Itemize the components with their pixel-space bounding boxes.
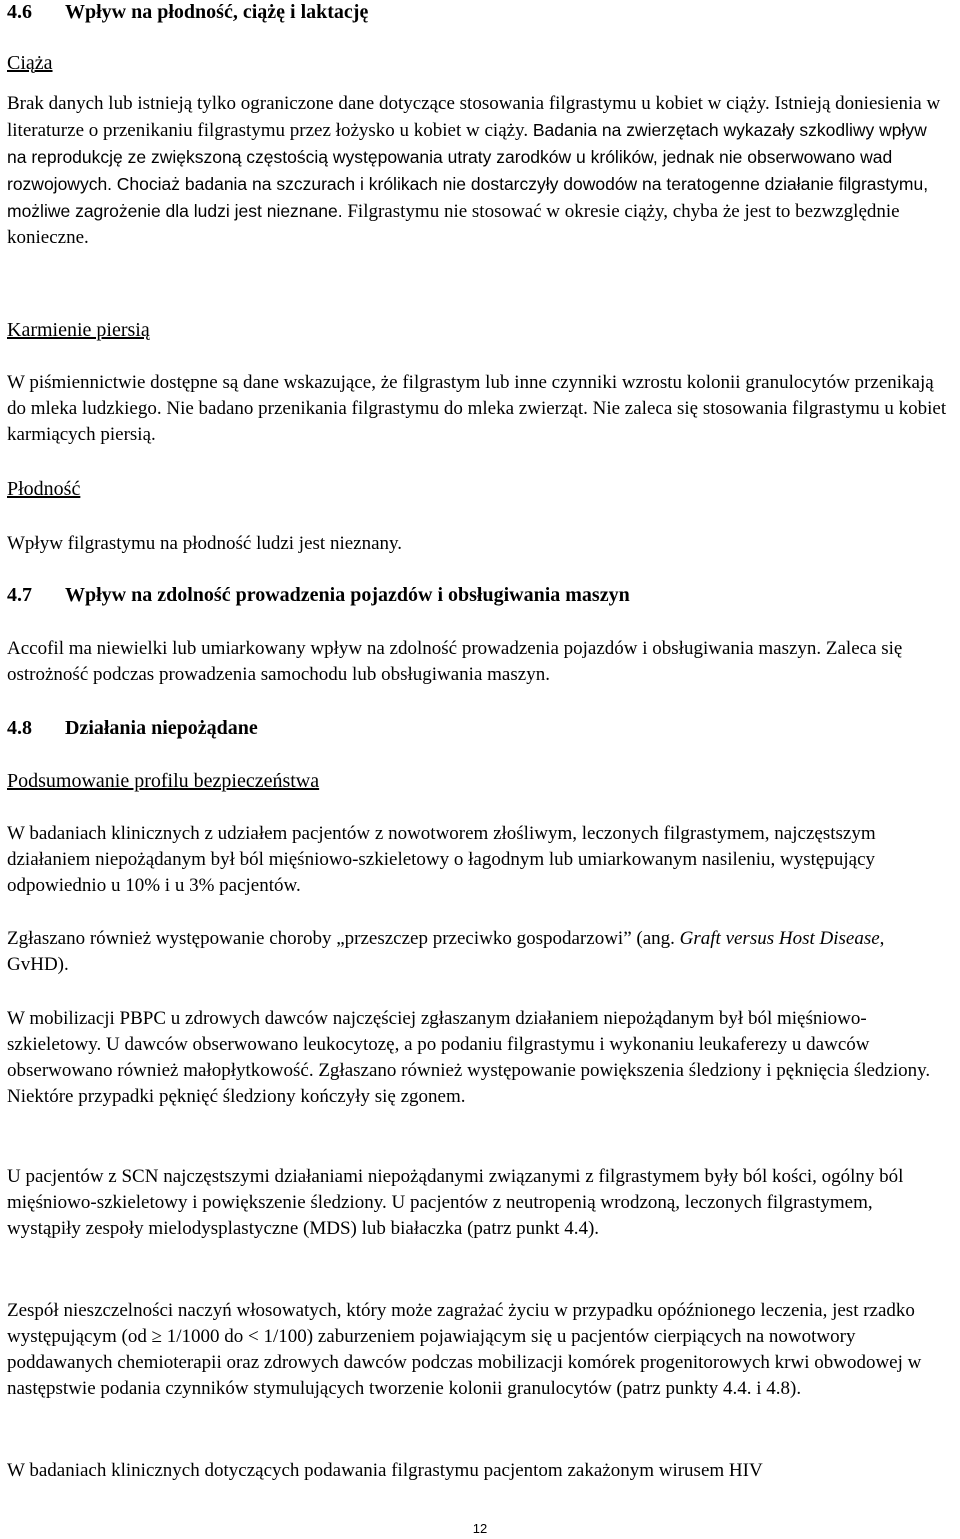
pregnancy-subheading: Ciąża [7, 52, 53, 74]
adverse-paragraph-gvhd: Zgłaszano również występowanie choroby „przeszczep przeciwko gospodarzowi” (ang. Graft versus Host Disease, GvHD). [7, 928, 885, 975]
fertility-paragraph: Wpływ filgrastymu na płodność ludzi jest nieznany. [7, 533, 403, 554]
adverse-paragraph-pbpc: W mobilizacji PBPC u zdrowych dawców najczęściej zgłaszanym działaniem niepożądanym był ból mięśniowo-szkieletowy. U dawców obserwowano leukocytozę, a po podaniu filgrastymu i wykonaniu leukaferezy u dawców obserwowano również małopłytkowość. Zgłaszano również występowanie powiększenia śledziony i pęknięcia śledziony. Niektóre przypadki pęknięć śledziony kończyły się zgonem. [7, 1008, 931, 1107]
pregnancy-text-3: Chociaż badania na szczurach i królikach nie dostarczyły dowodów na teratogenne działanie filgrastymu, możliwe zagrożenie dla ludzi jest nieznane. [7, 174, 929, 221]
gvhd-english-term: Graft versus Host Disease [679, 928, 880, 949]
section-4-7-heading [7, 583, 947, 607]
section-title: Działania niepożądane [65, 717, 258, 739]
section-4-8-heading [7, 716, 947, 740]
section-title: Wpływ na zdolność prowadzenia pojazdów i obsługiwania maszyn [65, 584, 630, 606]
section-number: 4.7 [7, 584, 32, 606]
driving-paragraph: Accofil ma niewielki lub umiarkowany wpływ na zdolność prowadzenia pojazdów i obsługiwania maszyn. Zaleca się ostrożność podczas prowadzenia samochodu lub obsługiwania maszyn. [7, 638, 903, 685]
adverse-paragraph-scn: U pacjentów z SCN najczęstszymi działaniami niepożądanymi związanymi z filgrastymem były ból kości, ogólny ból mięśniowo-szkieletowy i powiększenie śledziony. U pacjentów z neutropenią wrodzoną, leczonych filgrastymem, wystąpiły zespoły mielodysplastyczne (MDS) lub białaczka (patrz punkt 4.4). [7, 1166, 904, 1239]
section-number: 4.8 [7, 717, 32, 739]
adverse-paragraph-capillary-leak: Zespół nieszczelności naczyń włosowatych, który może zagrażać życiu w przypadku opóźnionego leczenia, jest rzadko występującym (od ≥ 1/1000 do < 1/100) zaburzeniem pojawiającym się u pacjentów cierpiących na nowotwory poddawanych chemioterapii oraz zdrowych dawców podczas mobilizacji komórek progenitorowych krwi obwodowej w następstwie podania czynników stymulujących tworzenie kolonii granulocytów (patrz punkty 4.4. i 4.8). [7, 1300, 922, 1399]
page-number: 12 [472, 1521, 488, 1536]
adverse-paragraph-1: W badaniach klinicznych z udziałem pacjentów z nowotworem złośliwym, leczonych filgrastymem, najczęstszym działaniem niepożądanym był ból mięśniowo-szkieletowy o łagodnym lub umiarkowanym nasileniu, występujący odpowiednio u 10% i u 3% pacjentów. [7, 823, 876, 896]
pregnancy-paragraph [7, 91, 947, 251]
fertility-subheading: Płodność [7, 478, 81, 500]
breastfeeding-subheading: Karmienie piersią [7, 319, 150, 341]
section-4-6-heading [7, 0, 947, 24]
section-number: 4.6 [7, 1, 32, 23]
pregnancy-text-2: Badania na zwierzętach wykazały szkodliwy wpływ na reprodukcję ze zwiększoną częstością występowania utraty zarodków u królików, jednak nie obserwowano wad rozwojowych. [7, 120, 927, 194]
safety-summary-subheading: Podsumowanie profilu bezpieczeństwa [7, 770, 320, 792]
section-title: Wpływ na płodność, ciążę i laktację [65, 1, 369, 23]
pregnancy-text-1: Brak danych lub istnieją tylko ograniczone dane dotyczące stosowania filgrastymu u kobiet w ciąży. Istnieją doniesienia w literaturze o przenikaniu filgrastymu przez łożysko u kobiet w ciąży. [7, 93, 941, 141]
adverse-paragraph-hiv: W badaniach klinicznych dotyczących podawania filgrastymu pacjentom zakażonym wirusem HIV [7, 1460, 763, 1481]
pregnancy-text-4: Filgrastymu nie stosować w okresie ciąży, chyba że jest to bezwzględnie konieczne. [7, 201, 900, 248]
breastfeeding-paragraph: W piśmiennictwie dostępne są dane wskazujące, że filgrastym lub inne czynniki wzrostu kolonii granulocytów przenikają do mleka ludzkiego. Nie badano przenikania filgrastymu do mleka zwierząt. Nie zaleca się stosowania filgrastymu u kobiet karmiących piersią. [7, 372, 947, 445]
